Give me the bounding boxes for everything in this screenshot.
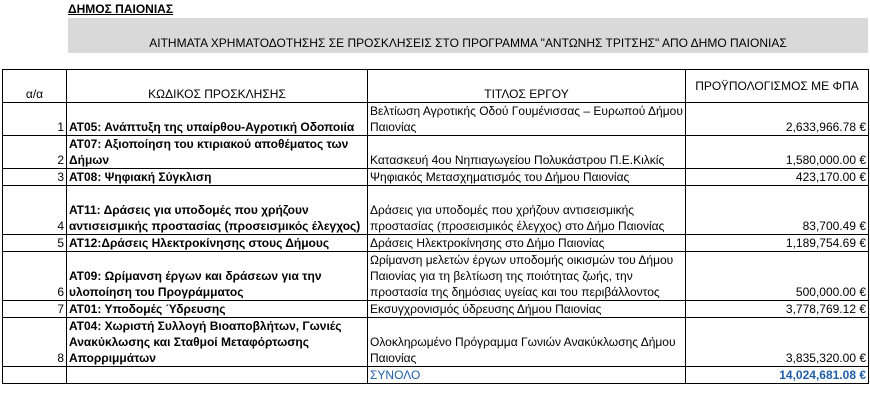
total-label: ΣΥΝΟΛΟ [368, 367, 686, 384]
row-budget: 500,000.00 € [686, 252, 869, 301]
table-row [3, 169, 869, 186]
row-budget: 3,835,320.00 € [686, 318, 869, 367]
row-budget: 2,633,966.78 € [686, 103, 869, 136]
row-index: 6 [3, 252, 67, 301]
row-budget: 423,170.00 € [686, 169, 869, 186]
row-budget: 1,580,000.00 € [686, 136, 869, 169]
row-budget: 83,700.49 € [686, 186, 869, 235]
table-row [3, 252, 869, 301]
row-title: Δράσεις Ηλεκτροκίνησης στο Δήμο Παιονίας [368, 235, 686, 252]
column-header-title: ΤΙΤΛΟΣ ΕΡΓΟΥ [368, 70, 686, 103]
table-row [3, 103, 869, 136]
row-title: Δράσεις για υποδομές που χρήζουν αντισεισμικής προστασίας (προσεισμικός έλεγχος) στο Δήμο Παιονίας [368, 186, 686, 235]
column-header-budget: ΠΡΟΫΠΟΛΟΓΙΣΜΟΣ ΜΕ ΦΠΑ [686, 70, 869, 103]
row-index: 1 [3, 103, 67, 136]
row-budget: 1,189,754.69 € [686, 235, 869, 252]
organization-name: ΔΗΜΟΣ ΠΑΙΟΝΙΑΣ [68, 2, 174, 16]
row-title: Κατασκευή 4ου Νηπιαγωγείου Πολυκάστρου Π.Ε.Κιλκίς [368, 136, 686, 169]
table-row [3, 301, 869, 318]
row-title: Ολοκληρωμένο Πρόγραμμα Γωνιών Ανακύκλωσης Δήμου Παιονίας [368, 318, 686, 367]
column-header-code: ΚΩΔΙΚΟΣ ΠΡΟΣΚΛΗΣΗΣ [67, 70, 368, 103]
column-header-index: α/α [3, 70, 67, 103]
row-index: 4 [3, 186, 67, 235]
row-code: ΑΤ05: Ανάπτυξη της υπαίρθου-Αγροτική Οδοποιία [67, 103, 368, 136]
row-index: 7 [3, 301, 67, 318]
row-code: ΑΤ01: Υποδομές Ύδρευσης [67, 301, 368, 318]
row-code: ΑΤ04: Χωριστή Συλλογή Βιοαποβλήτων, Γωνιές Ανακύκλωσης και Σταθμοί Μεταφόρτωσης Απορριμμάτων [67, 318, 368, 367]
row-title: Ψηφιακός Μετασχηματισμός του Δήμου Παιονίας [368, 169, 686, 186]
total-empty-cell [3, 367, 67, 384]
document-title: ΑΙΤΗΜΑΤΑ ΧΡΗΜΑΤΟΔΟΤΗΣΗΣ ΣΕ ΠΡΟΣΚΛΗΣΕΙΣ ΣΤΟ ΠΡΟΓΡΑΜΜΑ "ΑΝΤΩΝΗΣ ΤΡΙΤΣΗΣ" ΑΠΟ ΔΗΜΟ ΠΑΙΟΝΙΑΣ [149, 36, 787, 50]
row-budget: 3,778,769.12 € [686, 301, 869, 318]
table-row [3, 136, 869, 169]
table-row [3, 318, 869, 367]
row-code: ΑΤ07: Αξιοποίηση του κτιριακού αποθέματος των Δήμων [67, 136, 368, 169]
table-header-row [3, 70, 869, 103]
row-index: 5 [3, 235, 67, 252]
row-code: ΑΤ09: Ωρίμανση έργων και δράσεων για την υλοποίηση του Προγράμματος [67, 252, 368, 301]
table-row [3, 186, 869, 235]
funding-requests-table [2, 69, 869, 384]
row-index: 3 [3, 169, 67, 186]
table-row [3, 235, 869, 252]
title-banner [68, 18, 868, 53]
row-code: ΑΤ08: Ψηφιακή Σύγκλιση [67, 169, 368, 186]
row-title: Εκσυγχρονισμός ύδρευσης Δήμου Παιονίας [368, 301, 686, 318]
total-value: 14,024,681.08 € [686, 367, 869, 384]
row-title: Ωρίμανση μελετών έργων υποδομής οικισμών του Δήμου Παιονίας για τη βελτίωση της ποιότητας ζωής, την προστασία της δημόσιας υγείας και του περιβάλλοντος [368, 252, 686, 301]
total-empty-cell [67, 367, 368, 384]
row-title: Βελτίωση Αγροτικής Οδού Γουμένισσας – Ευρωπού Δήμου Παιονίας [368, 103, 686, 136]
row-index: 2 [3, 136, 67, 169]
row-code: ΑΤ11: Δράσεις για υποδομές που χρήζουν αντισεισμικής προστασίας (προσεισμικός έλεγχος) [67, 186, 368, 235]
row-index: 8 [3, 318, 67, 367]
row-code: ΑΤ12:Δράσεις Ηλεκτροκίνησης στους Δήμους [67, 235, 368, 252]
total-row [3, 367, 869, 384]
